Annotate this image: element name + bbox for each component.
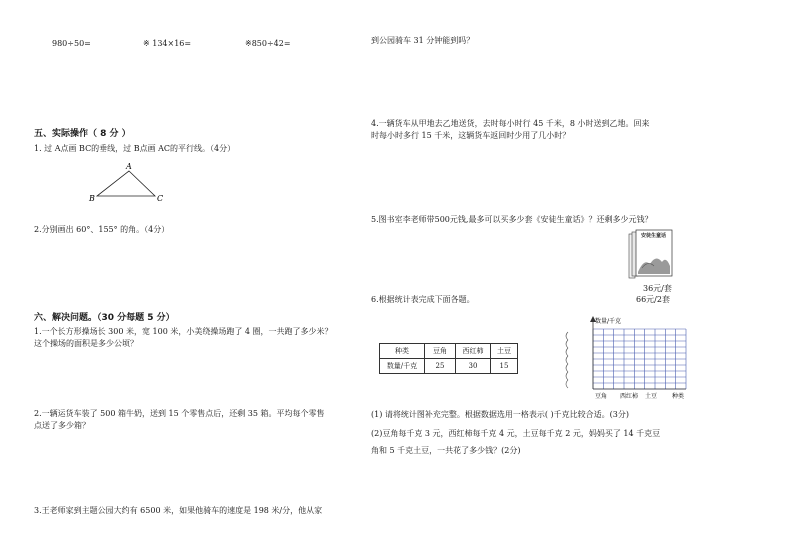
stat-table-header-cell: 种类	[380, 344, 425, 359]
section5-q1: 1. 过 A点画 BC的垂线，过 B点画 AC的平行线。（4分）	[34, 144, 236, 153]
sub-question-2-line2: 角和 5 千克土豆，一共花了多少钱？(2分)	[371, 446, 521, 455]
stat-table	[379, 343, 518, 374]
sub-question-2-line1: (2)豆角每千克 3 元，西红柿每千克 4 元，土豆每千克 2 元，妈妈买了 14 千克豆	[371, 429, 661, 438]
stat-table-cell: 15	[491, 359, 518, 374]
axis-break-mark	[566, 332, 568, 340]
section6-q3-line1: 3.王老师家到主题公园大约有 6500 米，如果他骑车的速度是 198 米/分，他从家	[34, 506, 323, 515]
y-axis-label: 数量/千克	[595, 318, 622, 325]
calc-item-3: ※850÷42=	[245, 39, 291, 48]
axis-break-mark	[566, 356, 568, 364]
stat-table-cell: 30	[456, 359, 491, 374]
q4-line2: 时每小时多行 15 千米，这辆货车返回时少用了几小时？	[371, 131, 571, 140]
section5-title: 五、实际操作（ 8 分 ）	[34, 129, 131, 139]
category-label: 豆角	[595, 393, 608, 400]
category-label: 西红柿	[620, 393, 639, 400]
axis-break-mark	[566, 348, 568, 356]
bar-chart	[560, 312, 700, 402]
book-illustration	[628, 228, 676, 280]
calc-item-2: ※ 134×16=	[143, 39, 192, 48]
price-single: 36元/套	[643, 284, 672, 293]
section6-q2-line2: 点送了多少箱？	[34, 421, 90, 430]
book-title: 安徒生童话	[641, 233, 667, 239]
sub-question-1: (1) 请将统计图补充完整。根据数据选用一格表示( )千克比较合适。(3分)	[371, 410, 629, 419]
category-label: 土豆	[645, 393, 658, 400]
chart-grid	[593, 329, 686, 389]
price-double: 66元/2套	[636, 295, 670, 304]
triangle-abc	[97, 171, 155, 196]
section6-q2-line1: 2.一辆运货车装了 500 箱牛奶，送到 15 个零售点后，还剩 35 箱。平均每个零售	[34, 409, 325, 418]
vertex-c-label: C	[157, 194, 164, 203]
stat-table-data-row	[380, 359, 518, 374]
section6-title: 六、解决问题。（30 分每题 5 分）	[34, 313, 175, 323]
category-labels	[595, 392, 657, 400]
q4-line1: 4.一辆货车从甲地去乙地送货，去时每小时行 45 千米，8 小时送到乙地。回来	[371, 119, 650, 128]
axis-break-mark	[566, 380, 568, 388]
section6-q1-line1: 1.一个长方形操场长 300 米，宽 100 米，小美绕操场跑了 4 圈，一共跑了多少米？	[34, 327, 333, 336]
stat-table-cell: 数量/千克	[380, 359, 425, 374]
stat-table-header-cell: 土豆	[491, 344, 518, 359]
q3-continued: 到公园骑车 31 分钟能到吗？	[371, 36, 475, 45]
q6: 6.根据统计表完成下面各题。	[371, 295, 475, 304]
q5: 5.图书室李老师带500元钱,最多可以买多少套《安徒生童话》？还剩多少元钱？	[371, 215, 653, 224]
vertex-b-label: B	[89, 194, 95, 203]
triangle-figure	[88, 160, 168, 204]
chart-axis-breaks	[566, 332, 568, 388]
vertex-a-label: A	[126, 162, 132, 171]
axis-break-mark	[566, 340, 568, 348]
axis-break-mark	[566, 364, 568, 372]
stat-table-header-cell: 豆角	[425, 344, 456, 359]
section5-q2: 2.分别画出 60°、155° 的角。（4分）	[34, 225, 170, 234]
stat-table-header-cell: 西红柿	[456, 344, 491, 359]
stat-table-cell: 25	[425, 359, 456, 374]
section6-q1-line2: 这个操场的面积是多少公顷？	[34, 339, 138, 348]
stat-table-header-row	[380, 344, 518, 359]
calc-item-1: 980÷50=	[52, 39, 91, 48]
axis-break-mark	[566, 372, 568, 380]
x-axis-label: 种类	[672, 393, 685, 400]
